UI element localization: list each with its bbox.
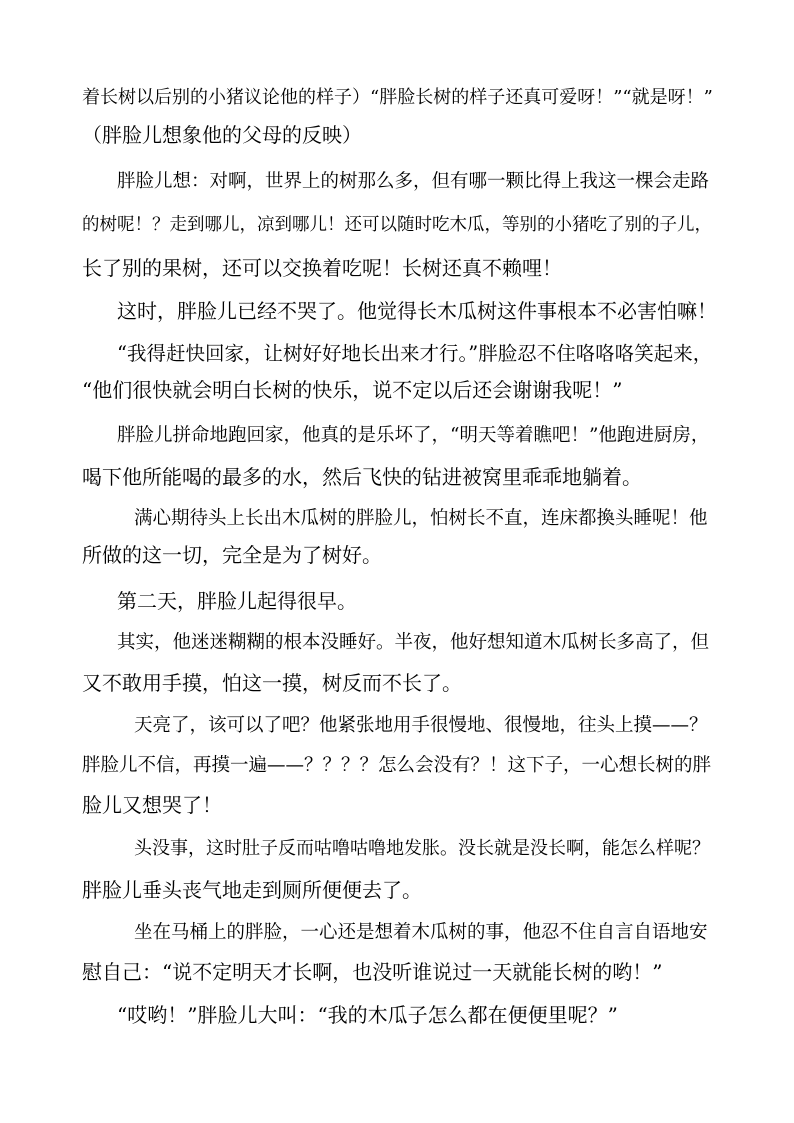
text-line-23: “哎哟！”胖脸儿大叫：“我的木瓜子怎么都在便便里呢？”: [117, 1003, 618, 1027]
text-line-7: “我得赶快回家，让树好好地长出来才行。”胖脸忍不住咯咯咯笑起来，: [117, 342, 713, 365]
text-line-9: 胖脸儿拼命地跑回家，他真的是乐坏了，“明天等着瞧吧！”他跑进厨房，: [117, 425, 710, 446]
text-line-19: 头没事，这时肚子反而咕噜咕噜地发胀。没长就是没长啊，能怎么样呢？: [134, 838, 710, 859]
text-line-14: 其实，他迷迷糊糊的根本没睡好。半夜，他好想知道木瓜树长多高了，但: [117, 632, 710, 653]
text-line-4: 的树呢！？走到哪儿，凉到哪儿！还可以随时吃木瓜，等别的小猪吃了别的子儿，: [82, 215, 712, 235]
text-line-15: 又不敢用手摸，怕这一摸，树反而不长了。: [82, 671, 462, 695]
text-line-6: 这时，胖脸儿已经不哭了。他觉得长木瓜树这件事根本不必害怕嘛！: [117, 299, 717, 323]
text-line-3: 胖脸儿想：对啊，世界上的树那么多，但有哪一颗比得上我这一棵会走路: [117, 171, 710, 192]
text-line-17: 胖脸儿不信，再摸一遍——？？？？怎么会没有？！这下子，一心想长树的胖: [82, 755, 712, 776]
text-line-8: “他们很快就会明白长树的快乐，说不定以后还会谢谢我呢！”: [82, 378, 623, 402]
text-line-2: （胖脸儿想象他的父母的反映）: [82, 123, 362, 147]
text-line-10: 喝下他所能喝的最多的水，然后飞快的钻进被窝里乖乖地躺着。: [82, 465, 642, 489]
text-line-12: 所做的这一切，完全是为了树好。: [82, 543, 382, 567]
text-line-5: 长了别的果树，还可以交换着吃呢！长树还真不赖哩！: [82, 256, 562, 280]
text-line-11: 满心期待头上长出木瓜树的胖脸儿，怕树长不直，连床都換头睡呢！他: [134, 508, 708, 529]
text-line-16: 天亮了，该可以了吧？他紧张地用手很慢地、很慢地，往头上摸——？: [134, 715, 708, 736]
text-line-13: 第二天，胖脸儿起得很早。: [117, 589, 357, 613]
text-line-1: 着长树以后别的小猪议论他的样子）“胖脸长树的样子还真可爱呀！”“就是呀！”: [82, 87, 713, 108]
text-line-20: 胖脸儿垂头丧气地走到厕所便便去了。: [82, 878, 422, 902]
text-line-22: 慰自己：“说不定明天才长啊，也没听谁说过一天就能长树的哟！”: [82, 960, 663, 984]
text-line-21: 坐在马桶上的胖脸，一心还是想着木瓜树的事，他忍不住自言自语地安: [134, 922, 708, 943]
text-line-18: 脸儿又想哭了！: [82, 793, 222, 817]
